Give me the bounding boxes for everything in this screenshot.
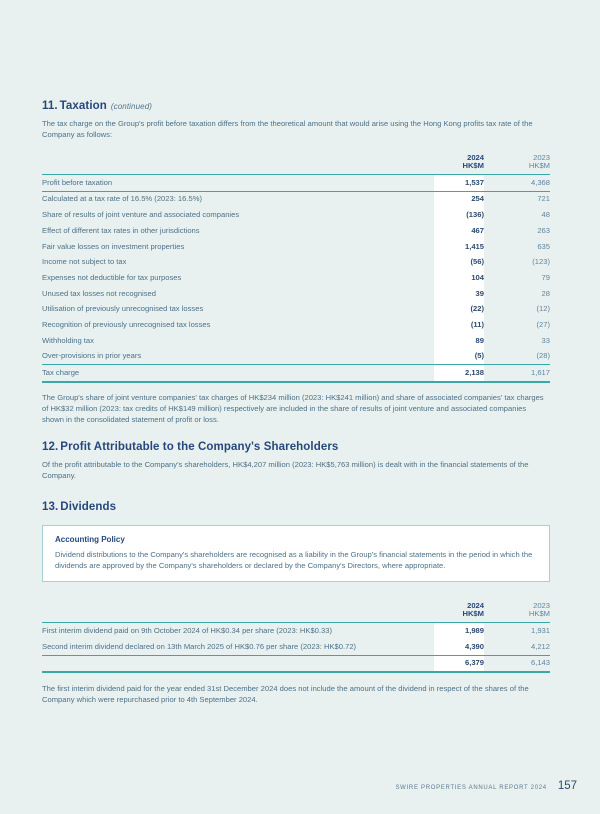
row-label: Fair value losses on investment properties: [42, 241, 185, 251]
table-row: [42, 191, 550, 207]
dividends-table: [42, 598, 550, 673]
value-2023: 263: [537, 225, 550, 235]
total-value-2024: 2,138: [434, 365, 484, 382]
value-2024: 89: [434, 333, 484, 349]
dividends-col-2024-header: 2024 HK$M: [462, 600, 484, 619]
value-2023: 33: [541, 335, 550, 345]
value-2023: 28: [541, 288, 550, 298]
value-2024: 1,537: [434, 175, 484, 192]
section-11-continued: (continued): [110, 102, 153, 111]
taxation-label-column-header: [42, 150, 434, 175]
total-row-label: Tax charge: [42, 368, 80, 378]
taxation-table: [42, 150, 550, 383]
table-row: [42, 286, 550, 302]
value-2023: 635: [537, 241, 550, 251]
value-2023: (27): [536, 319, 550, 329]
table-row: [42, 239, 550, 255]
value-2024: 1,989: [434, 623, 484, 639]
taxation-col-2023-header: 2023 HK$M: [528, 152, 550, 171]
value-2023: 721: [537, 194, 550, 204]
value-2024: 39: [434, 286, 484, 302]
value-2024: (11): [434, 317, 484, 333]
table-row: [42, 208, 550, 224]
row-label: Effect of different tax rates in other jurisdictions: [42, 225, 200, 235]
section-13-heading: [42, 501, 550, 513]
value-2024: 1,415: [434, 239, 484, 255]
table-total-row: [42, 365, 550, 382]
dividends-label-column-header: [42, 598, 434, 623]
value-2024: (22): [434, 302, 484, 318]
row-label: Share of results of joint venture and associated companies: [42, 210, 240, 220]
row-label: Expenses not deductible for tax purposes: [42, 272, 182, 282]
table-row: [42, 302, 550, 318]
accounting-policy-title: Accounting Policy: [55, 535, 125, 545]
value-2023: (28): [536, 351, 550, 361]
value-2023: (123): [532, 257, 550, 267]
table-total-row: [42, 655, 550, 672]
row-label: Second interim dividend declared on 13th March 2025 of HK$0.76 per share (2023: HK$0.72): [42, 641, 357, 651]
table-row: [42, 623, 550, 639]
value-2024: 104: [434, 270, 484, 286]
table-row: [42, 317, 550, 333]
taxation-table-header-row: [42, 150, 550, 175]
row-label: Profit before taxation: [42, 177, 113, 187]
page-number: 157: [557, 780, 577, 792]
table-row: [42, 223, 550, 239]
total-value-2024: 6,379: [434, 655, 484, 672]
dividends-col-2023-header: 2023 HK$M: [528, 600, 550, 619]
report-title-label: SWIRE PROPERTIES ANNUAL REPORT 2024: [395, 785, 547, 791]
section-11-heading: [42, 100, 550, 112]
value-2024: 4,390: [434, 639, 484, 655]
row-label: Utilisation of previously unrecognised tax losses: [42, 304, 204, 314]
value-2023: 4,368: [530, 177, 550, 187]
dividends-table-header-row: [42, 598, 550, 623]
section-12-body: Of the profit attributable to the Company's shareholders, HK$4,207 million (2023: HK$5,763 million) is dealt with in the financial statements of the Company.: [42, 460, 529, 481]
total-value-2023: 6,143: [530, 658, 550, 668]
section-11-title: Taxation: [59, 100, 107, 112]
row-label: Recognition of previously unrecognised tax losses: [42, 319, 211, 329]
row-label: First interim dividend paid on 9th October 2024 of HK$0.34 per share (2023: HK$0.33): [42, 625, 332, 635]
row-label: Over-provisions in prior years: [42, 351, 142, 361]
section-13-title: Dividends: [60, 501, 117, 514]
value-2023: 1,931: [530, 625, 550, 635]
value-2023: 79: [541, 272, 550, 282]
value-2023: 4,212: [530, 641, 550, 651]
accounting-policy-box: [42, 525, 550, 582]
table-row: [42, 333, 550, 349]
table-row: [42, 270, 550, 286]
taxation-col-2024-header: 2024 HK$M: [462, 152, 484, 171]
section-12-number: 12.: [42, 441, 59, 454]
section-12-heading: [42, 441, 550, 453]
value-2024: 254: [434, 191, 484, 207]
section-13-note: The first interim dividend paid for the year ended 31st December 2024 does not include the amount of the dividend in respect of the shares of the Company which were repurchased prior to 4th September 2024.: [42, 684, 529, 705]
value-2024: (56): [434, 255, 484, 271]
total-value-2023: 1,617: [530, 368, 550, 378]
table-row: [42, 175, 550, 192]
value-2024: (136): [434, 208, 484, 224]
row-label: Calculated at a tax rate of 16.5% (2023: 16.5%): [42, 194, 202, 204]
value-2024: 467: [434, 223, 484, 239]
value-2023: (12): [536, 304, 550, 314]
row-label: Withholding tax: [42, 335, 94, 345]
section-12-title: Profit Attributable to the Company's Shareholders: [60, 441, 339, 454]
row-label: Income not subject to tax: [42, 257, 127, 267]
section-11-note: The Group's share of joint venture companies' tax charges of HK$234 million (2023: HK$241 million) and share of associated companies' tax charges of HK$32 million (2023: tax credits of HK$149 million) respectively are included in the share of results of joint venture and associated companies shown in the consolidated statement of profit or loss.: [42, 393, 544, 425]
page-content: [42, 100, 550, 705]
page-footer: [395, 780, 577, 792]
accounting-policy-body: Dividend distributions to the Company's shareholders are recognised as a liability in the Group's financial statements in the period in which the dividends are approved by the Company's shareholders or declared by the Company's Directors, where appropriate.: [55, 550, 533, 571]
table-row: [42, 349, 550, 365]
table-row: [42, 639, 550, 655]
total-row-label: [42, 655, 434, 672]
section-11-intro: The tax charge on the Group's profit before taxation differs from the theoretical amount that would arise using the Hong Kong profits tax rate of the Company as follows:: [42, 119, 533, 139]
section-11-number: 11.: [42, 100, 58, 112]
row-label: Unused tax losses not recognised: [42, 288, 156, 298]
table-row: [42, 255, 550, 271]
section-13-number: 13.: [42, 501, 59, 514]
value-2024: (5): [434, 349, 484, 365]
value-2023: 48: [541, 210, 550, 220]
